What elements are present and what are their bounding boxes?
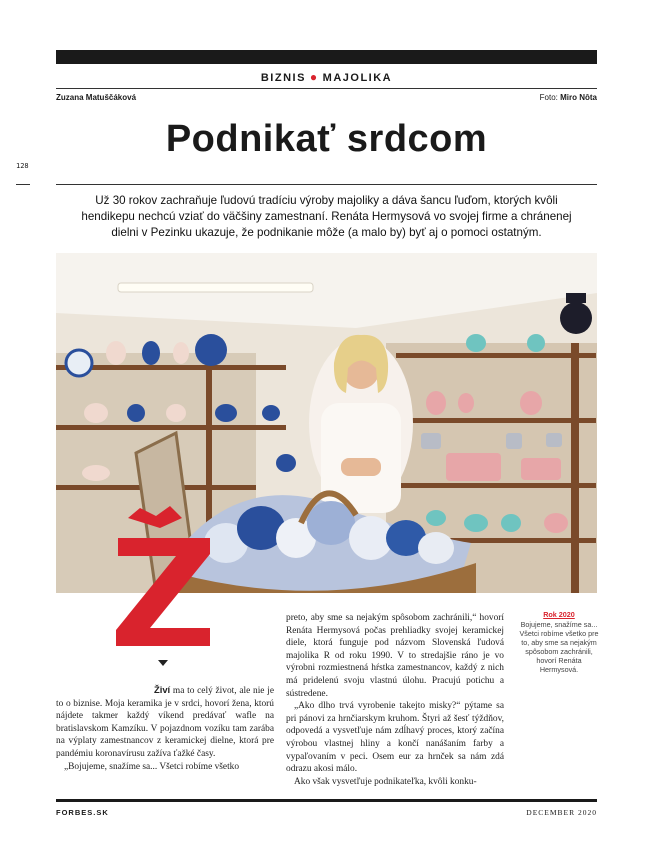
top-bar bbox=[56, 50, 597, 64]
subsection-name: MAJOLIKA bbox=[322, 72, 393, 84]
footer-issue: DECEMBER 2020 bbox=[526, 808, 597, 817]
article-title: Podnikať srdcom bbox=[165, 118, 488, 160]
body-paragraph bbox=[56, 684, 274, 761]
footer-site: FORBES.SK bbox=[56, 808, 109, 817]
page-number-tick bbox=[16, 184, 30, 185]
body-column-2 bbox=[286, 612, 504, 788]
photo-caption bbox=[518, 610, 600, 674]
bullet-dot-icon: ● bbox=[309, 70, 319, 84]
page-number: 128 bbox=[16, 162, 29, 170]
footer-rule bbox=[56, 799, 597, 802]
body-paragraph: preto, aby sme sa nejakým spôsobom zachránili,“ hovorí Renáta Hermysová počas prehliadky svojej keramickej diele, ktorá funguje pod názvom Slovenská ľudová majolika R od roku 1990. V to stredajšie ráno je vo výrobni rozmiestnená hŕstka zamestnancov, každý z nich má pridelenú svoju vlastnú úlohu. Pracujú potichu a sústredene. bbox=[286, 613, 504, 699]
body-column-1 bbox=[56, 684, 274, 773]
section-name: BIZNIS bbox=[260, 72, 306, 84]
drop-cap-letter bbox=[112, 500, 216, 650]
title-rule bbox=[56, 184, 597, 185]
photo-credit-label: Foto: bbox=[539, 93, 558, 102]
header-rule bbox=[56, 88, 597, 89]
caption-head: Rok 2020 bbox=[543, 610, 575, 619]
section-label bbox=[56, 70, 597, 84]
body-paragraph: Ako však vysvetľuje podnikateľka, kvôli konku- bbox=[294, 776, 477, 787]
paragraph-text: ma to celý život, ale nie je to o biznise. Moja keramika je v srdci, hovorí žena, ktorú nájdete takmer každý víkend predávať wafle na bratislavskom Kamzíku. V pojazdnom vozíku tam zarába na výplaty zamestnancov z keramickej dielne, ktorá pre pandémiu koronavírusu zažíva ťažké časy. bbox=[56, 686, 274, 759]
photographer-name: Miro Nôta bbox=[560, 93, 597, 102]
caption-text: Bojujeme, snažíme sa... Všetci robíme všetko pre to, aby sme sa nejakým spôsobom zachránili, hovorí Renáta Hermysová. bbox=[519, 620, 599, 674]
article-lead: Už 30 rokov zachraňuje ľudovú tradíciu výroby majoliky a dáva šancu ľuďom, ktorých kvôli hendikepu nechcú vziať do väčšiny zamestnaní. Renáta Hermysová vo svojej firme a chránenej dielni v Pezinku ukazuje, že podnikanie môže (a malo by) byť aj o pomoci ostatným. bbox=[81, 194, 572, 239]
body-paragraph: „Ako dlho trvá vyrobenie takejto misky?“ pýtame sa pri pánovi za hrnčiarskym kruhom. Štyri až šesť týždňov, odpovedá a vysvetľuje nám zdĺhavý proces, ktorý začína výrobou vlastnej hliny a končí nanášaním farby a vypaľovaním v peci. Osem eur za hrnček sa nám zdá odrazu akosi málo. bbox=[286, 701, 504, 775]
body-paragraph: „Bojujeme, snažíme sa... Všetci robíme všetko bbox=[64, 761, 240, 772]
triangle-down-icon bbox=[158, 660, 168, 666]
photo-credit bbox=[540, 93, 597, 102]
lead-word: Živí bbox=[154, 684, 171, 695]
author-byline: Zuzana Matuščáková bbox=[56, 93, 137, 102]
